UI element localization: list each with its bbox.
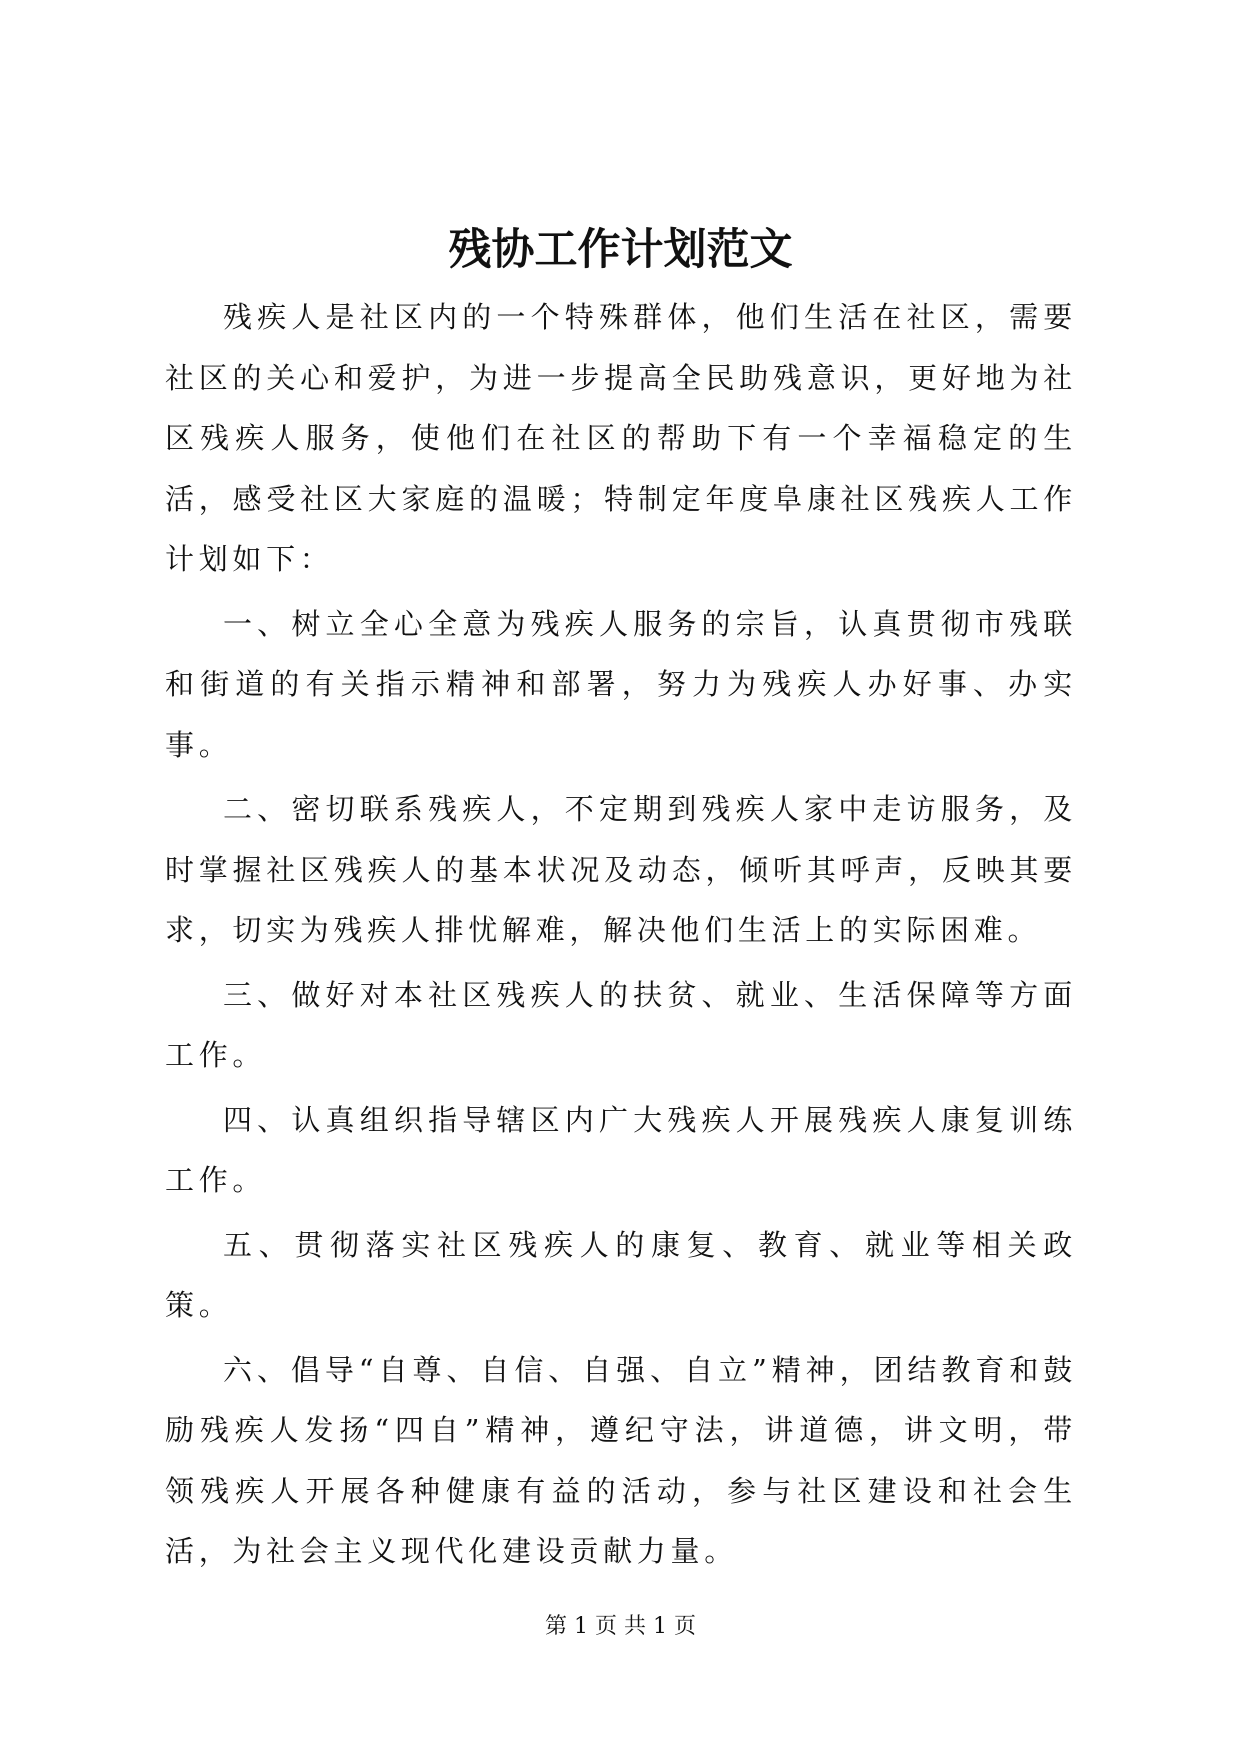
paragraph-item-3: 三、做好对本社区残疾人的扶贫、就业、生活保障等方面工作。 (165, 977, 1077, 1072)
document-title: 残协工作计划范文 (448, 225, 793, 275)
paragraph-item-2: 二、密切联系残疾人，不定期到残疾人家中走访服务，及时掌握社区残疾人的基本状况及动态，倾听其呼声，反映其要求，切实为残疾人排忧解难，解决他们生活上的实际困难。 (165, 792, 1077, 947)
paragraph-item-4: 四、认真组织指导辖区内广大残疾人开展残疾人康复训练工作。 (165, 1102, 1077, 1197)
paragraph-intro: 残疾人是社区内的一个特殊群体，他们生活在社区，需要社区的关心和爱护，为进一步提高全民助残意识，更好地为社区残疾人服务，使他们在社区的帮助下有一个幸福稳定的生活，感受社区大家庭的温暖；特制定年度阜康社区残疾人工作计划如下： (165, 300, 1077, 576)
paragraph-item-6: 六、倡导“自尊、自信、自强、自立”精神，团结教育和鼓励残疾人发扬“四自”精神，遵纪守法，讲道德，讲文明，带领残疾人开展各种健康有益的活动，参与社区建设和社会生活，为社会主义现代化建设贡献力量。 (165, 1352, 1077, 1568)
document-body (165, 287, 1077, 1582)
paragraph-item-1: 一、树立全心全意为残疾人服务的宗旨，认真贯彻市残联和街道的有关指示精神和部署，努力为残疾人办好事、办实事。 (165, 606, 1077, 762)
paragraph-item-5: 五、贯彻落实社区残疾人的康复、教育、就业等相关政策。 (165, 1227, 1077, 1322)
page-footer: 第 1 页 共 1 页 (545, 1614, 696, 1639)
